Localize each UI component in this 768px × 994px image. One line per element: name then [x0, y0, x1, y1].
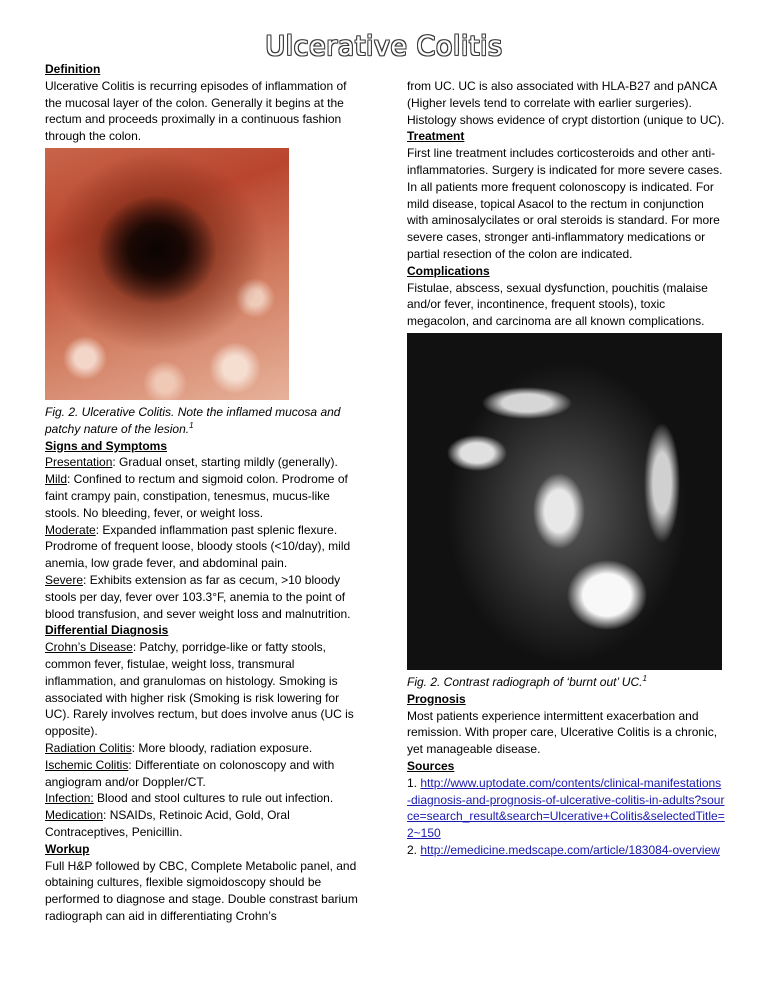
- continued-text: from UC. UC is also associated with HLA-B27 and pANCA (Higher levels tend to correlate with earlier surgeries). Histology shows evidence of crypt distortion (unique to UC).: [407, 79, 725, 127]
- definition-text: Ulcerative Colitis is recurring episodes of inflammation of the mucosal layer of the colon. Generally it begins at the rectum and proceeds proximally in a continuous fashion through the colon.: [45, 78, 347, 144]
- workup-text: Full H&P followed by CBC, Complete Metabolic panel, and obtaining cultures, flexible sigmoidoscopy should be performed to diagnose and stage. Double constrast barium radiograph can aid in differentiating Crohn’s: [45, 858, 358, 923]
- fig2-reference: 1: [642, 673, 647, 683]
- source-2-number: 2.: [407, 842, 418, 857]
- infection-text: Blood and stool cultures to rule out infection.: [93, 791, 334, 806]
- fig1-caption-text: Fig. 2. Ulcerative Colitis. Note the inflamed mucosa and patchy nature of the lesion.: [45, 404, 341, 436]
- ischemic-text: : Differentiate on colonoscopy and with angiogram and/or Doppler/CT.: [45, 757, 335, 789]
- definition-heading: Definition: [45, 62, 101, 76]
- medication-label: Medication: [45, 808, 104, 823]
- medication-text: : NSAIDs, Retinoic Acid, Gold, Oral Contraceptives, Penicillin.: [45, 808, 290, 839]
- moderate-entry: [45, 522, 363, 572]
- fig1-caption: [45, 404, 363, 438]
- infection-entry: [45, 790, 363, 807]
- mild-text: : Confined to rectum and sigmoid colon. Prodrome of faint crampy pain, constipation, tenesmus, mucus-like stools. No bleeding, fever, or weight loss.: [45, 472, 348, 520]
- mild-entry: [45, 471, 363, 521]
- radiation-text: : More bloody, radiation exposure.: [131, 740, 313, 755]
- source-2-link[interactable]: http://emedicine.medscape.com/article/183084-overview: [420, 842, 720, 857]
- workup-heading: Workup: [45, 841, 90, 856]
- medication-entry: [45, 807, 363, 841]
- crohns-text: : Patchy, porridge-like or fatty stools, common fever, fistulae, weight loss, transmural inflammation, and granulomas on histology. Smoking is associated with higher risk (Smoking is risk lowering for UC). Rarely involves rectum, but does involve anus (UC is opposite).: [45, 640, 354, 739]
- severe-label: Severe: [45, 572, 84, 587]
- treatment-text: First line treatment includes corticosteroids and other anti-inflammatories. Surgery is indicated for more severe cases. In all patients more frequent colonoscopy is indicated. For mild disease, topical Asacol to the rectum in conjunction with aminosalycilates or oral steroids is standard. For more severe cases, stronger anti-inflammatory medications or partial resection of the colon are indicated.: [407, 146, 723, 261]
- moderate-text: : Expanded inflammation past splenic flexure. Prodrome of frequent loose, bloody stools (<10/day), mild anemia, low grade fever, and abdominal pain.: [45, 522, 351, 571]
- radiation-label: Radiation Colitis: [45, 740, 132, 755]
- sources-heading: Sources: [407, 758, 455, 773]
- fig1-reference: 1: [189, 420, 194, 430]
- radiation-entry: [45, 740, 363, 757]
- presentation-text: : Gradual onset, starting mildly (generally).: [112, 455, 338, 470]
- infection-label: Infection:: [45, 791, 94, 806]
- severe-entry: [45, 572, 363, 622]
- presentation-label: Presentation: [45, 455, 113, 470]
- prognosis-heading: Prognosis: [407, 691, 466, 706]
- radiograph-image: [407, 333, 722, 670]
- left-column: [45, 61, 363, 925]
- complications-text: Fistulae, abscess, sexual dysfunction, pouchitis (malaise and/or fever, incontinence, frequent stools), toxic megacolon, and carcinoma are all known complications.: [407, 280, 708, 329]
- mild-label: Mild: [45, 472, 68, 487]
- source-1-link[interactable]: http://www.uptodate.com/contents/clinical-manifestations-diagnosis-and-prognosis-of-ulcerative-colitis-in-adults?source=search_result&search=Ulcerative+Colitis&selectedTitle=2~150: [407, 775, 725, 841]
- fig2-caption-text: Fig. 2. Contrast radiograph of ‘burnt out’ UC.: [407, 674, 643, 689]
- fig2-caption: [407, 674, 725, 691]
- endoscopy-image: [45, 148, 289, 400]
- page-title: Ulcerative Colitis: [265, 31, 503, 62]
- prognosis-text: Most patients experience intermittent exacerbation and remission. With proper care, Ulcerative Colitis is a chronic, yet manageable disease.: [407, 708, 718, 757]
- right-column: [407, 78, 725, 859]
- source-1-number: 1.: [407, 775, 418, 790]
- ischemic-label: Ischemic Colitis: [45, 757, 129, 772]
- severe-text: : Exhibits extension as far as cecum, >10 bloody stools per day, fever over 103.3°F, anemia to the point of blood transfusion, and sever weight loss and malnutrition.: [45, 572, 351, 621]
- differential-heading: Differential Diagnosis: [45, 623, 169, 638]
- source-1: [407, 775, 725, 842]
- complications-heading: Complications: [407, 263, 490, 278]
- presentation-entry: [45, 454, 363, 471]
- crohns-entry: [45, 639, 363, 740]
- treatment-heading: Treatment: [407, 129, 465, 144]
- crohns-label: Crohn’s Disease: [45, 640, 133, 655]
- ischemic-entry: [45, 757, 363, 791]
- signs-heading: Signs and Symptoms: [45, 438, 168, 453]
- source-2: [407, 842, 725, 859]
- moderate-label: Moderate: [45, 522, 96, 537]
